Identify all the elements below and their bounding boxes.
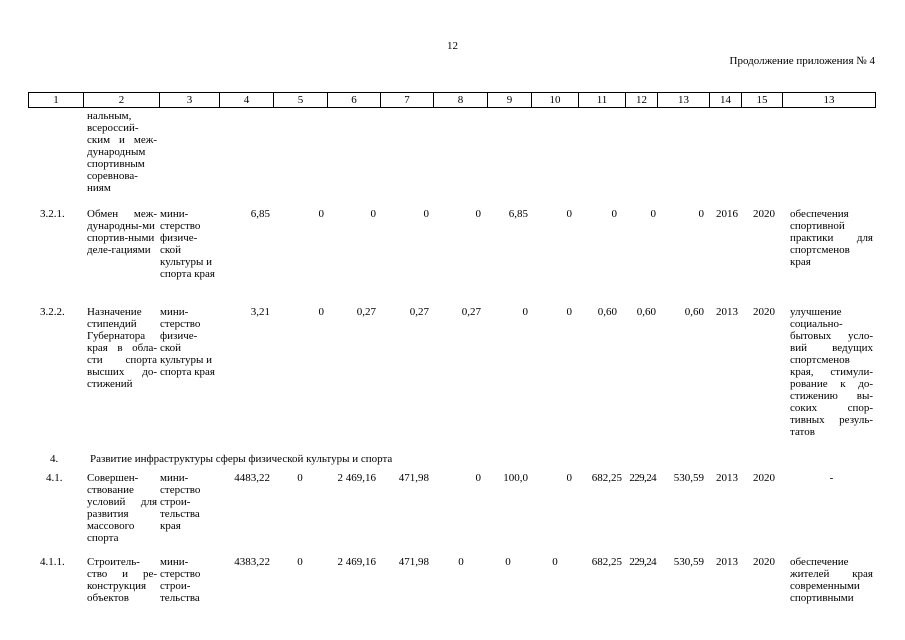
value-cell: 0,60	[597, 306, 617, 318]
header-cell: 6	[328, 93, 381, 107]
header-cell: 8	[434, 93, 488, 107]
value-cell: 530,59	[673, 472, 704, 484]
value-cell: 0	[650, 208, 656, 220]
value-cell: 0	[566, 472, 572, 484]
value-cell: 6,85	[508, 208, 528, 220]
value-cell: 0	[370, 208, 376, 220]
value-cell: 682,25	[591, 472, 622, 484]
value-cell: 0	[611, 208, 617, 220]
header-cell: 12	[626, 93, 658, 107]
value-cell: 0	[522, 306, 528, 318]
continuation-label: Продолжение приложения № 4	[729, 55, 875, 67]
value-cell: 0	[566, 208, 572, 220]
header-cell: 13	[783, 93, 876, 107]
row-executor: мини-стерство строи-тельства	[160, 556, 201, 604]
carryover-text: нальным, всероссий-ским и меж-дународным спортивным соревнова-ниям	[87, 110, 157, 194]
row-executor: мини-стерство физиче-ской культуры и спорта края	[160, 306, 215, 378]
row-result: улучшение социально-бытовых усло-вий ведущих спортсменов края, стимули-рование к до-стижению вы-соких спор-тивных резуль-татов	[790, 306, 873, 438]
value-cell: 0	[318, 208, 324, 220]
header-cell: 3	[160, 93, 220, 107]
header-cell: 14	[710, 93, 742, 107]
row-id: 4.1.1.	[40, 556, 65, 568]
value-cell: 100,0	[503, 472, 528, 484]
value-cell: 471,98	[398, 556, 429, 568]
value-cell: 682,25	[591, 556, 622, 568]
year-start: 2016	[716, 208, 738, 220]
header-cell: 1	[29, 93, 84, 107]
value-cell: 0,60	[684, 306, 704, 318]
year-end: 2020	[753, 208, 775, 220]
section-title: Развитие инфраструктуры сферы физической культуры и спорта	[90, 453, 393, 465]
value-cell: 0	[297, 556, 303, 568]
year-start: 2013	[716, 472, 738, 484]
row-result: обеспечение жителей края современными спортивными	[790, 556, 873, 604]
value-cell: 229,24	[629, 472, 656, 484]
value-cell: 0	[698, 208, 704, 220]
row-result: -	[829, 472, 834, 484]
value-cell: 229,24	[629, 556, 656, 568]
value-cell: 0	[318, 306, 324, 318]
page-number: 12	[447, 40, 458, 52]
row-id: 3.2.1.	[40, 208, 65, 220]
value-cell: 3,21	[250, 306, 270, 318]
row-executor: мини-стерство строи-тельства края	[160, 472, 201, 532]
year-start: 2013	[716, 306, 738, 318]
row-name: Назначение стипендий Губернатора края в обла-сти спорта высших до-стижений	[87, 306, 157, 390]
row-id: 3.2.2.	[40, 306, 65, 318]
year-start: 2013	[716, 556, 738, 568]
year-end: 2020	[753, 472, 775, 484]
year-end: 2020	[753, 306, 775, 318]
header-cell: 10	[532, 93, 579, 107]
table-header	[28, 92, 876, 108]
value-cell: 6,85	[250, 208, 270, 220]
value-cell: 530,59	[673, 556, 704, 568]
section-number: 4.	[50, 453, 59, 465]
value-cell: 0,27	[356, 306, 376, 318]
value-cell: 4383,22	[234, 556, 270, 568]
header-cell: 7	[381, 93, 434, 107]
row-name: Строитель-ство и ре-конструкция объектов	[87, 556, 157, 604]
value-cell: 0	[297, 472, 303, 484]
header-cell: 9	[488, 93, 532, 107]
header-cell: 11	[579, 93, 626, 107]
value-cell: 0	[475, 472, 481, 484]
value-cell: 0	[552, 556, 558, 568]
header-cell: 13	[658, 93, 710, 107]
year-end: 2020	[753, 556, 775, 568]
value-cell: 2 469,16	[337, 556, 376, 568]
header-cell: 15	[742, 93, 783, 107]
value-cell: 0	[423, 208, 429, 220]
header-cell: 5	[274, 93, 328, 107]
value-cell: 4483,22	[234, 472, 270, 484]
row-id: 4.1.	[46, 472, 63, 484]
value-cell: 2 469,16	[337, 472, 376, 484]
value-cell: 0	[458, 556, 464, 568]
row-name: Обмен меж-дународны-ми спортив-ными деле-гациями	[87, 208, 157, 256]
value-cell: 0	[505, 556, 511, 568]
value-cell: 0	[475, 208, 481, 220]
value-cell: 0,27	[409, 306, 429, 318]
value-cell: 0,60	[636, 306, 656, 318]
value-cell: 0,27	[461, 306, 481, 318]
row-result: обеспечения спортивной практики для спортсменов края	[790, 208, 873, 268]
header-cell: 2	[84, 93, 160, 107]
header-cell: 4	[220, 93, 274, 107]
row-name: Совершен-ствование условий для развития массового спорта	[87, 472, 157, 544]
value-cell: 471,98	[398, 472, 429, 484]
value-cell: 0	[566, 306, 572, 318]
row-executor: мини-стерство физиче-ской культуры и спорта края	[160, 208, 215, 280]
